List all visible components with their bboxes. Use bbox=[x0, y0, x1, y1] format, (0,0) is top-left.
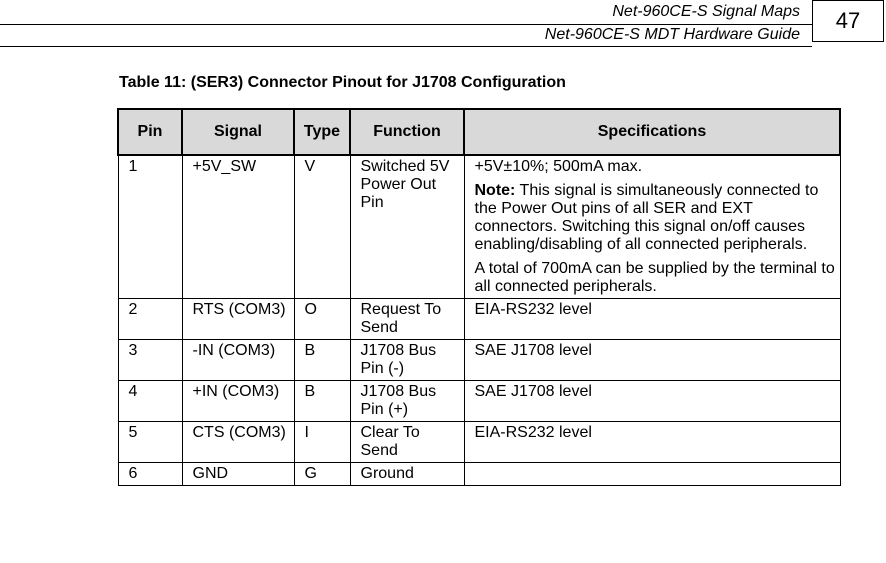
cell-type: B bbox=[294, 381, 350, 422]
pinout-table bbox=[117, 108, 841, 486]
cell-type: B bbox=[294, 340, 350, 381]
table-row bbox=[118, 463, 840, 486]
column-header-pin: Pin bbox=[118, 109, 182, 155]
cell-pin: 2 bbox=[118, 299, 182, 340]
cell-function: Request To Send bbox=[350, 299, 464, 340]
cell-type: V bbox=[294, 155, 350, 299]
cell-function: J1708 Bus Pin (+) bbox=[350, 381, 464, 422]
column-header-specifications: Specifications bbox=[464, 109, 840, 155]
cell-signal: GND bbox=[182, 463, 294, 486]
table-caption: Table 11: (SER3) Connector Pinout for J1708 Configuration bbox=[119, 74, 566, 91]
column-header-type: Type bbox=[294, 109, 350, 155]
cell-signal: -IN (COM3) bbox=[182, 340, 294, 381]
cell-pin: 5 bbox=[118, 422, 182, 463]
cell-pin: 4 bbox=[118, 381, 182, 422]
cell-signal: RTS (COM3) bbox=[182, 299, 294, 340]
cell-specifications: SAE J1708 level bbox=[464, 381, 840, 422]
header-rule-bottom bbox=[0, 46, 812, 47]
cell-signal: +IN (COM3) bbox=[182, 381, 294, 422]
cell-signal: +5V_SW bbox=[182, 155, 294, 299]
cell-function: Clear To Send bbox=[350, 422, 464, 463]
table-header-row bbox=[118, 109, 840, 155]
cell-specifications bbox=[464, 463, 840, 486]
cell-pin: 6 bbox=[118, 463, 182, 486]
cell-type: O bbox=[294, 299, 350, 340]
cell-pin: 3 bbox=[118, 340, 182, 381]
cell-function: Ground bbox=[350, 463, 464, 486]
note-label: Note: bbox=[474, 182, 516, 199]
cell-type: G bbox=[294, 463, 350, 486]
cell-specifications bbox=[464, 155, 840, 299]
table-row bbox=[118, 155, 840, 299]
cell-function: Switched 5V Power Out Pin bbox=[350, 155, 464, 299]
cell-pin: 1 bbox=[118, 155, 182, 299]
cell-function: J1708 Bus Pin (-) bbox=[350, 340, 464, 381]
header-subtitle: Net-960CE-S MDT Hardware Guide bbox=[544, 26, 800, 43]
header-title: Net-960CE-S Signal Maps bbox=[612, 3, 800, 20]
table-row bbox=[118, 299, 840, 340]
column-header-signal: Signal bbox=[182, 109, 294, 155]
note-text: This signal is simultaneously connected to the Power Out pins of all SER and EXT connectors. Switching this signal on/off causes enabling/disabling of all connected peripherals. bbox=[474, 182, 819, 253]
cell-specifications: EIA-RS232 level bbox=[464, 422, 840, 463]
header-rule-top bbox=[0, 24, 812, 25]
table-row bbox=[118, 340, 840, 381]
table-row bbox=[118, 381, 840, 422]
spec-note bbox=[475, 182, 840, 254]
table-row bbox=[118, 422, 840, 463]
cell-signal: CTS (COM3) bbox=[182, 422, 294, 463]
spec-total: A total of 700mA can be supplied by the terminal to all connected peripherals. bbox=[474, 260, 835, 295]
page-number: 47 bbox=[812, 0, 884, 42]
column-header-function: Function bbox=[350, 109, 464, 155]
cell-specifications: EIA-RS232 level bbox=[464, 299, 840, 340]
cell-specifications: SAE J1708 level bbox=[464, 340, 840, 381]
spec-line: +5V±10%; 500mA max. bbox=[474, 158, 643, 175]
cell-type: I bbox=[294, 422, 350, 463]
